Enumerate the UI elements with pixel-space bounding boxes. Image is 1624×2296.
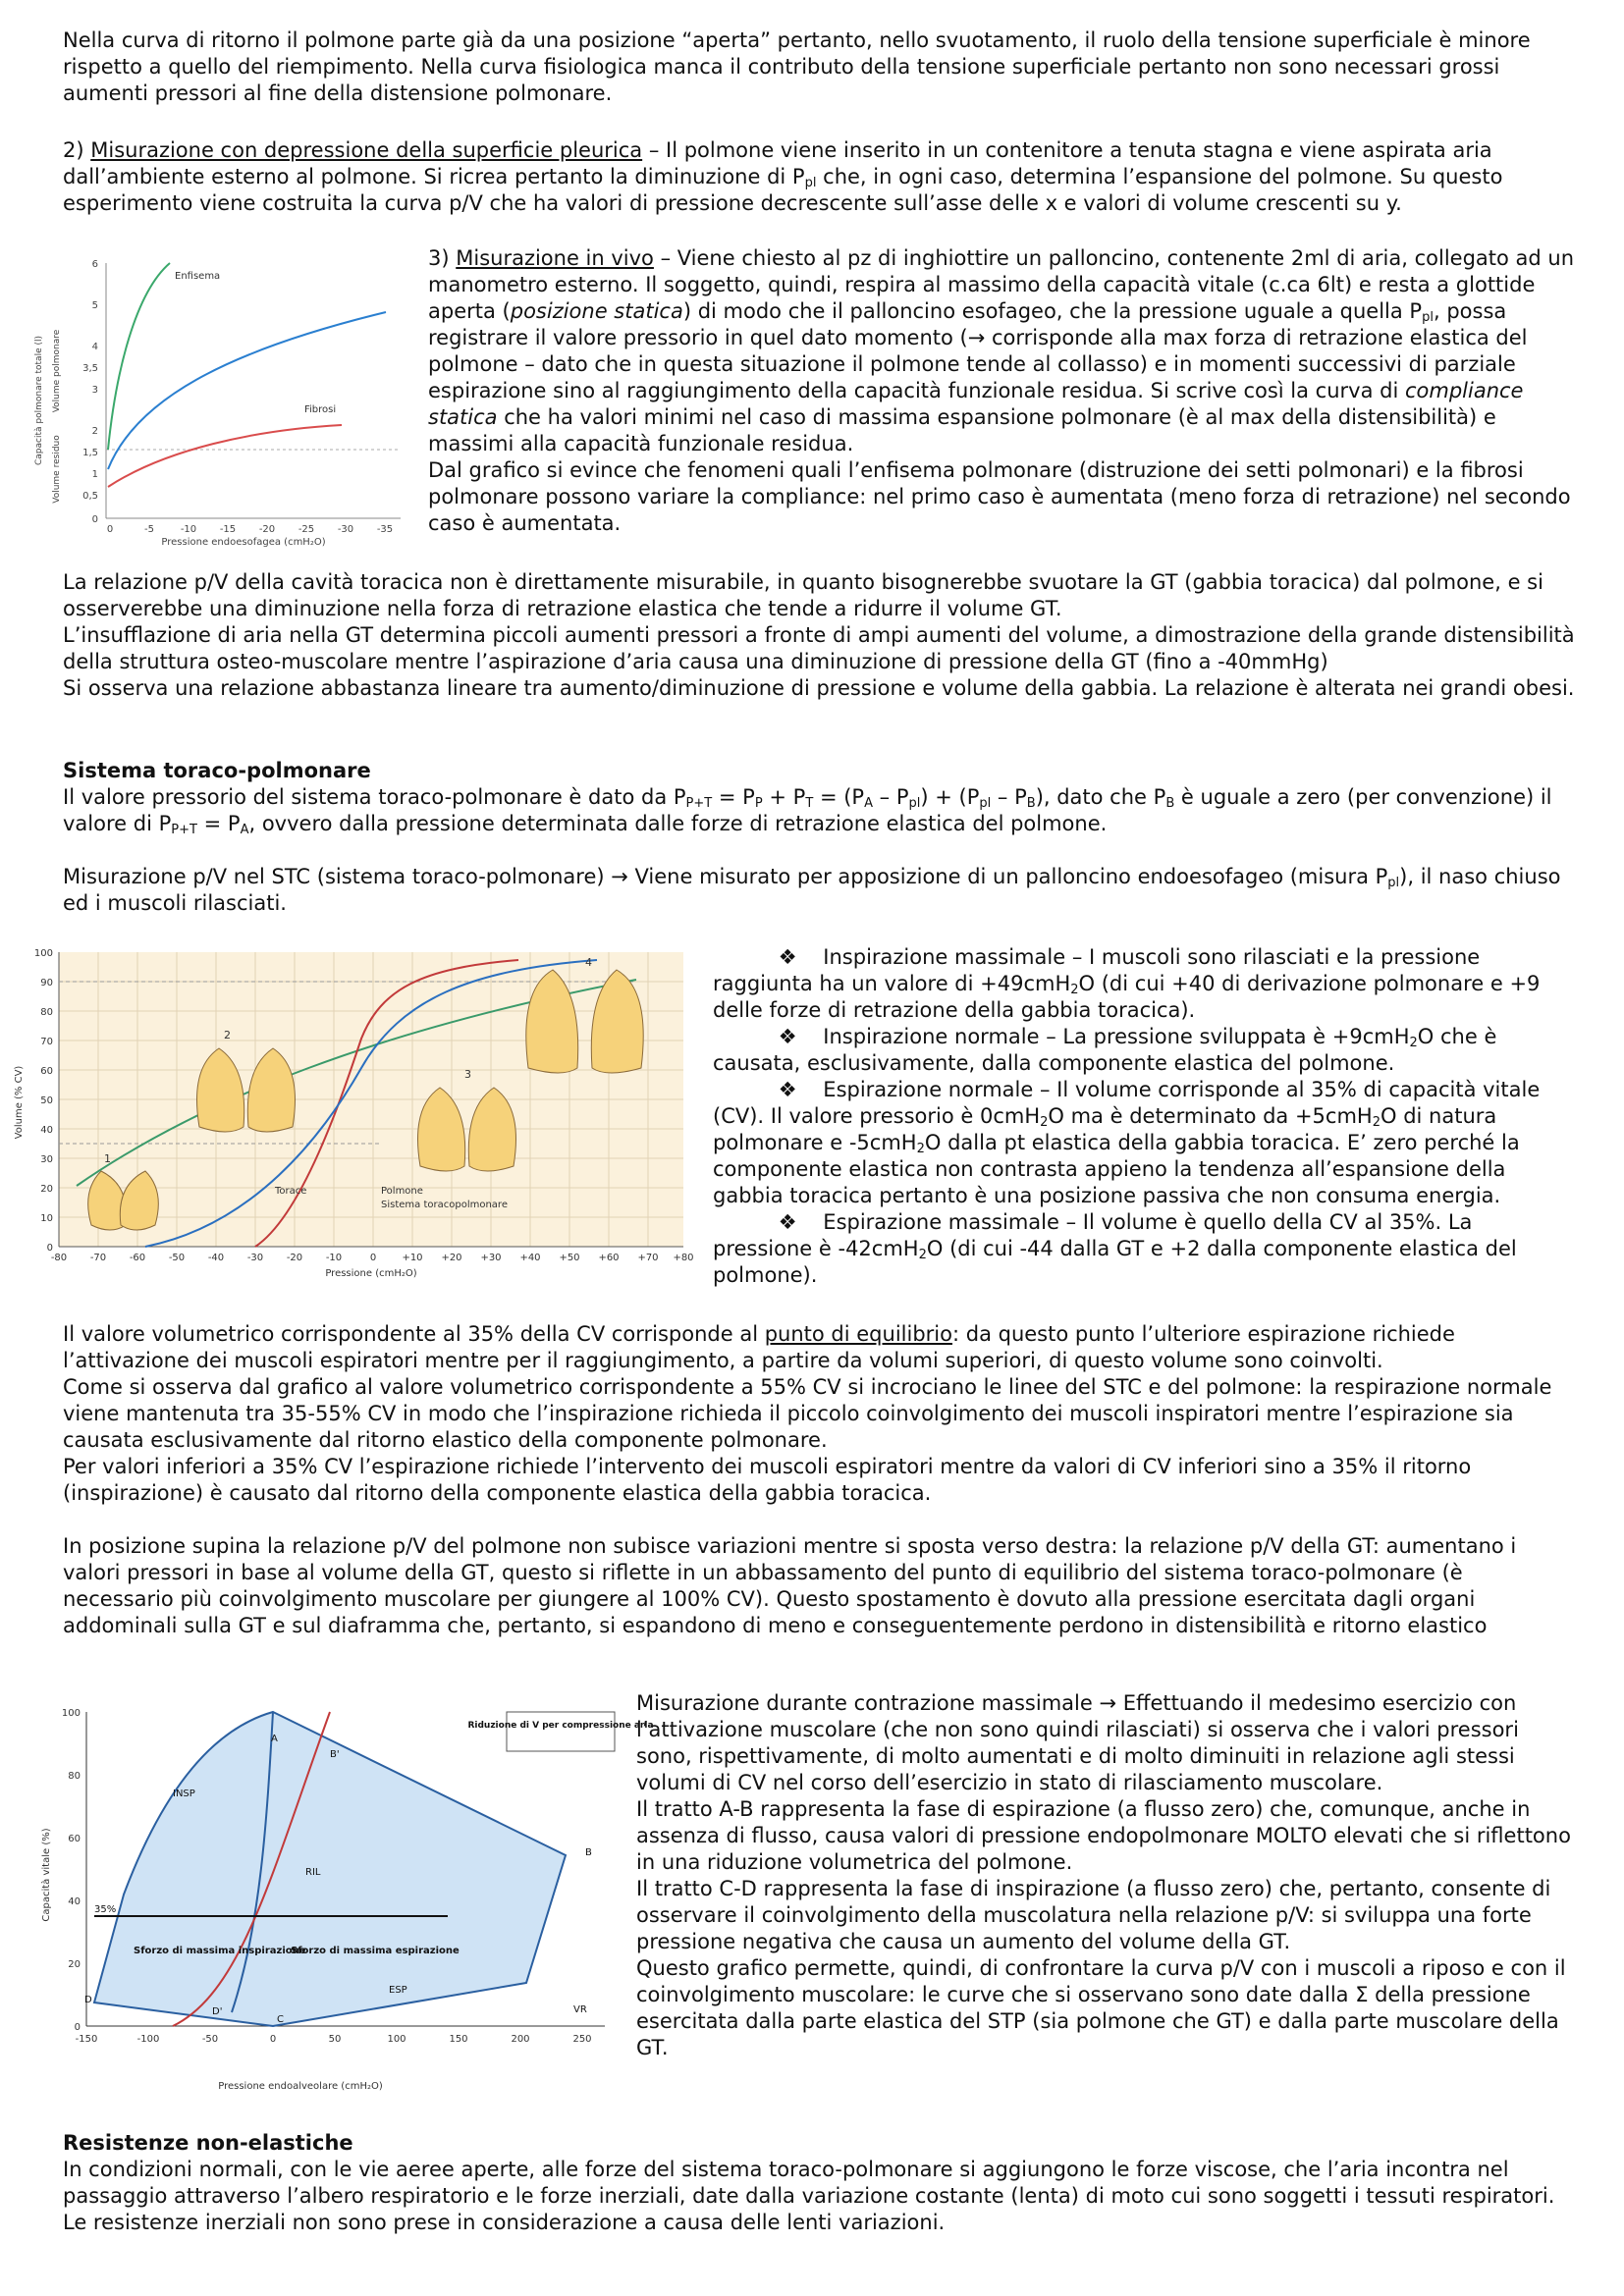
subscript: pl xyxy=(908,796,921,811)
subscript: B xyxy=(1165,796,1175,811)
y-tick: 0 xyxy=(46,1243,53,1254)
ril-label: RIL xyxy=(305,1867,321,1878)
y-tick: 4 xyxy=(91,342,98,352)
stage-number: 3 xyxy=(464,1068,471,1081)
y-tick: 40 xyxy=(68,1896,81,1907)
text-line: Il tratto A-B rappresenta la fase di espirazione (a flusso zero) che, comunque, anche in assenza di flusso, causa valori di pressione endopolmonare MOLTO elevati che si riflettono in una riduzione volumetrica del polmone. xyxy=(636,1797,1571,1874)
x-tick: +40 xyxy=(519,1253,541,1263)
text-line: Il tratto C-D rappresenta la fase di inspirazione (a flusso zero) che, pertanto, consente di osservare il coinvolgimento della muscolatura nella relazione p/V: si sviluppa una forte pressione negativa che causa un aumento del volume della GT. xyxy=(636,1877,1551,1953)
sforzo-insp-label: Sforzo di massima inspirazione xyxy=(134,1946,306,1956)
compliance-chart xyxy=(27,253,410,548)
italic-term: posizione statica xyxy=(510,299,683,323)
subscript: P+T xyxy=(685,796,713,811)
text-run: : da questo punto l’ulteriore espirazione richiede l’attivazione dei muscoli espiratori mentre per il raggiungimento, a partire da volumi superiori, di questo volume sono coinvolti. xyxy=(63,1322,1455,1372)
bullet-icon: ❖ xyxy=(778,1210,797,1234)
text-run: O ma è determinato da +5cmH xyxy=(1048,1104,1373,1128)
y-tick: 3 xyxy=(91,385,98,396)
torace-label: Torace xyxy=(275,1186,307,1197)
subscript: A xyxy=(240,823,249,837)
x-tick: +50 xyxy=(559,1253,580,1263)
x-tick: -20 xyxy=(286,1253,303,1263)
x-tick: +70 xyxy=(637,1253,659,1263)
text-line: L’insufflazione di aria nella GT determina piccoli aumenti pressori a fronte di ampi aumenti del volume, a dimostrazione della grande distensibilità della struttura osteo-muscolare mentre l’aspirazione d’aria causa una diminuzione di pressione della GT (fino a -40mmHg) xyxy=(63,623,1575,673)
x-tick: -70 xyxy=(89,1253,107,1263)
text-run: ) + (P xyxy=(920,785,980,809)
section-heading: Resistenze non-elastiche xyxy=(63,2131,353,2155)
x-tick: -100 xyxy=(136,2034,160,2045)
item-number: 3) xyxy=(428,246,457,270)
subscript: P+T xyxy=(171,823,197,837)
text-run: è uguale a zero (per convenzione) il valore di P xyxy=(63,785,1552,835)
text-run: Il valore pressorio del sistema toraco-polmonare è dato da P xyxy=(63,785,686,809)
y-tick: 100 xyxy=(61,1708,81,1719)
subscript: pl xyxy=(1422,310,1434,325)
y-axis-label: Volume residuo xyxy=(52,435,62,504)
subscript: P xyxy=(754,796,763,811)
max-contraction-chart-figure xyxy=(35,1698,654,2101)
intro-paragraph xyxy=(63,27,1575,107)
text-line: Per valori inferiori a 35% CV l’espirazione richiede l’intervento dei muscoli espiratori mentre da valori di CV inferiori sino a 35% il ritorno (inspirazione) è causato dal ritorno della componente elastica della gabbia toracica. xyxy=(63,1455,1472,1505)
text-run: + P xyxy=(762,785,806,809)
bullet-espirazione-massimale xyxy=(713,1209,1577,1289)
x-tick: -10 xyxy=(325,1253,343,1263)
y-tick: 50 xyxy=(40,1095,53,1106)
x-axis-label: Pressione endoalveolare (cmH₂O) xyxy=(218,2081,383,2092)
punto-equilibrio-term: punto di equilibrio xyxy=(764,1322,952,1346)
text-run: ), il naso chiuso ed i muscoli rilasciati. xyxy=(63,865,1561,915)
punto-equilibrio-paragraph xyxy=(63,1321,1575,1507)
fibrosi-label: Fibrosi xyxy=(304,404,337,415)
text-line: In condizioni normali, con le vie aeree aperte, alle forze del sistema toraco-polmonare si aggiungono le forze viscose, che l’aria incontra nel passaggio attraverso l’albero respiratorio e le forze inerziali, date dalla variazione costante (lenta) di moto cui sono soggetti i tessuti respiratori. Le resistenze inerziali non sono prese in considerazione a causa delle lenti variazioni. xyxy=(63,2158,1555,2234)
subscript: pl xyxy=(804,176,817,190)
point-b: B xyxy=(585,1847,592,1858)
text-line: Misurazione durante contrazione massimale → Effettuando il medesimo esercizio con l’attivazione muscolare (che non sono quindi rilasciati) si osserva che i valori pressori sono, rispettivamente, di molto aumentati e di molto diminuiti in relazione agli stessi volumi di CV nel corso dell’esercizio in stato di rilasciamento muscolare. xyxy=(636,1691,1519,1794)
stage-number: 2 xyxy=(224,1029,231,1041)
x-tick: -5 xyxy=(144,524,154,535)
x-tick: 100 xyxy=(387,2034,406,2045)
stage-number: 4 xyxy=(585,956,592,969)
text-line: Come si osserva dal grafico al valore volumetrico corrispondente a 55% CV si incrociano le linee del STC e del polmone: la respirazione normale viene mantenuta tra 35-55% CV in modo che l’inspirazione richieda il piccolo coinvolgimento dei muscoli inspiratori mentre l’espirazione sia causata esclusivamente dal ritorno elastico della componente polmonare. xyxy=(63,1375,1552,1452)
bullet-list xyxy=(713,944,1577,1289)
point-b-prime: B' xyxy=(330,1749,340,1760)
y-tick: 80 xyxy=(40,1007,53,1018)
text-line: Questo grafico permette, quindi, di confrontare la curva p/V con i muscoli a riposo e con il coinvolgimento muscolare: le curve che si osservano sono date dalla Σ della pressione esercitata dalla parte elastica del STP (sia polmone che GT) e dalla parte muscolare della GT. xyxy=(636,1956,1566,2059)
contrazione-massimale-paragraph xyxy=(636,1690,1577,2061)
text-run: O dalla pt elastica della gabbia toracica. E’ zero perché la componente elastica non contrasta appieno la tendenza all’espansione della gabbia toracica pertanto è una posizione passiva che non consuma energia. xyxy=(713,1131,1520,1207)
text-line: La relazione p/V della cavità toracica non è direttamente misurabile, in quanto bisognerebbe svuotare la GT (gabbia toracica) dal polmone, e si osserverebbe una diminuzione nella forza di retrazione elastica che tende a ridurre il volume GT. xyxy=(63,570,1543,620)
misurazione-in-vivo-title: Misurazione in vivo xyxy=(456,246,654,270)
y-tick: 30 xyxy=(40,1154,53,1165)
x-tick: -50 xyxy=(201,2034,219,2045)
y-axis-label: Volume (% CV) xyxy=(14,1065,25,1140)
text-run: – P xyxy=(991,785,1027,809)
text-line: Si osserva una relazione abbastanza lineare tra aumento/diminuzione di pressione e volume della gabbia. La relazione è alterata nei grandi obesi. xyxy=(63,676,1575,700)
point-a: A xyxy=(271,1734,278,1744)
y-tick: 40 xyxy=(40,1125,53,1136)
text-run: Espirazione massimale – Il volume è quello della CV al 35%. La pressione è -42cmH xyxy=(713,1210,1473,1260)
bullet-inspirazione-massimale xyxy=(713,944,1577,1024)
y-tick: 20 xyxy=(68,1959,81,1970)
text-run: Inspirazione massimale – I muscoli sono rilasciati e la pressione raggiunta ha un valore di +49cmH xyxy=(713,945,1481,995)
resistenze-section xyxy=(63,2130,1575,2236)
x-tick: -10 xyxy=(180,524,197,535)
x-tick: 150 xyxy=(449,2034,468,2045)
subscript: 2 xyxy=(1372,1115,1380,1130)
subscript: B xyxy=(1026,796,1036,811)
subscript: A xyxy=(864,796,873,811)
y-tick: 3,5 xyxy=(82,363,98,374)
misurazione-in-vivo-paragraph xyxy=(428,245,1577,537)
x-tick: -20 xyxy=(258,524,276,535)
misurazione-depressione-paragraph xyxy=(63,137,1575,217)
compliance-chart-figure xyxy=(27,253,410,548)
x-tick: 0 xyxy=(106,524,114,535)
bullet-icon: ❖ xyxy=(778,1078,797,1101)
text-run: , possa registrare il valore pressorio in quel dato momento (→ corrisponde alla max forza di retrazione elastica del polmone – dato che in questa situazione il polmone tende al collasso) e in momenti successivi di parziale espirazione sino al raggiungimento della capacità funzionale residua. Si scrive così la curva di xyxy=(428,299,1528,402)
y-tick: 90 xyxy=(40,978,53,988)
point-c: C xyxy=(277,2014,284,2025)
y-tick: 5 xyxy=(91,300,98,311)
x-tick: -150 xyxy=(75,2034,98,2045)
point-d: D xyxy=(84,1995,92,2005)
subscript: 2 xyxy=(918,1248,927,1262)
text-run: O che è causata, esclusivamente, dalla componente elastica del polmone. xyxy=(713,1025,1497,1075)
stage-number: 1 xyxy=(104,1152,111,1165)
subscript: T xyxy=(805,796,814,811)
x-tick: +10 xyxy=(402,1253,423,1263)
y-tick: 2 xyxy=(91,426,98,437)
y-tick: 0 xyxy=(91,514,98,525)
x-tick: -15 xyxy=(219,524,237,535)
text-run: O (di cui +40 di derivazione polmonare e +9 delle forze di retrazione della gabbia toracica). xyxy=(713,972,1541,1022)
vr-label: VR xyxy=(573,2004,587,2015)
text-run: che, in ogni caso, determina l’espansione del polmone. Su questo esperimento viene costruita la curva p/V che ha valori di pressione decrescente sull’asse delle x e valori di volume crescenti su y. xyxy=(63,165,1503,215)
grafico-text: Dal grafico si evince che fenomeni quali l’enfisema polmonare (distruzione dei setti polmonari) e la fibrosi polmonare possono variare la compliance: nel primo caso è aumentata (meno forza di retrazione) nel secondo caso è aumentata. xyxy=(428,458,1571,535)
subscript: pl xyxy=(1387,876,1400,890)
esp-label: ESP xyxy=(389,1985,407,1996)
text-run: , ovvero dalla pressione determinata dalle forze di retrazione elastica del polmone. xyxy=(248,812,1108,835)
y-tick: 80 xyxy=(68,1771,81,1782)
y-tick: 100 xyxy=(33,948,53,959)
pct-35-label: 35% xyxy=(94,1904,117,1915)
italic-term: compliance statica xyxy=(428,379,1524,429)
x-tick: 0 xyxy=(269,2034,277,2045)
x-tick: 50 xyxy=(328,2034,342,2045)
text-run: = P xyxy=(712,785,755,809)
subscript: 2 xyxy=(916,1142,925,1156)
point-d-prime: D' xyxy=(212,2006,223,2017)
text-run: = (P xyxy=(813,785,865,809)
x-tick: -40 xyxy=(207,1253,225,1263)
max-contraction-chart xyxy=(35,1698,654,2101)
x-axis-label: Pressione endoesofagea (cmH₂O) xyxy=(161,537,326,548)
y-tick: 6 xyxy=(91,259,98,270)
text-run: = P xyxy=(196,812,241,835)
x-tick: +30 xyxy=(480,1253,502,1263)
bullet-icon: ❖ xyxy=(778,945,797,969)
text-run: che ha valori minimi nel caso di massima espansione polmonare (è al max della distensibilità) e massimi alla capacità funzionale residua. xyxy=(428,405,1496,455)
y-tick: 60 xyxy=(40,1066,53,1077)
item-number: 2) xyxy=(63,138,91,162)
bullet-espirazione-normale xyxy=(713,1077,1577,1209)
x-tick: -50 xyxy=(168,1253,186,1263)
x-tick: -35 xyxy=(376,524,394,535)
x-tick: 0 xyxy=(369,1253,377,1263)
x-tick: +60 xyxy=(598,1253,620,1263)
box-title-frame xyxy=(507,1712,615,1751)
y-tick: 70 xyxy=(40,1037,53,1047)
subscript: 2 xyxy=(1409,1036,1418,1050)
x-tick: -30 xyxy=(246,1253,264,1263)
text-run: – Viene chiesto al pz di inghiottire un palloncino, contenente 2ml di aria, collegato ad un manometro esterno. Il soggetto, quindi, respira al massimo della capacità vitale (c.ca 6lt) e resta a glottide aperta ( xyxy=(428,246,1575,323)
y-tick: 60 xyxy=(68,1834,81,1844)
x-tick: -60 xyxy=(129,1253,146,1263)
x-tick: -25 xyxy=(298,524,315,535)
text-run: ) di modo che il palloncino esofageo, che la pressione uguale a quella P xyxy=(682,299,1423,323)
text-run: O di natura polmonare e -5cmH xyxy=(713,1104,1497,1154)
subscript: 2 xyxy=(1040,1115,1049,1130)
y-tick: 0,5 xyxy=(82,491,98,502)
text-line: In posizione supina la relazione p/V del polmone non subisce variazioni mentre si sposta verso destra: la relazione p/V della GT: aumentano i valori pressori in base al volume della GT, questo si riflette in un abbassamento del punto di equilibrio del sistema toraco-polmonare (è necessario più coinvolgimento muscolare per giungere al 100% CV). Questo spostamento è dovuto alla pressione esercitata dagli organi addominali sulla GT e sul diaframma che, pertanto, si espandono di meno e conseguentemente perdono in distensibilità e ritorno elastico xyxy=(63,1534,1517,1637)
subscript: pl xyxy=(979,796,992,811)
y-axis-label: Volume polmonare xyxy=(52,329,62,413)
x-tick: +20 xyxy=(441,1253,462,1263)
text-run: O (di cui -44 dalla GT e +2 dalla componente elastica del polmone). xyxy=(713,1237,1517,1287)
gabbia-toracica-paragraph xyxy=(63,569,1575,702)
misurazione-stc-paragraph xyxy=(63,864,1575,917)
y-tick: 1 xyxy=(91,469,98,480)
x-tick: -30 xyxy=(337,524,354,535)
sforzo-esp-label: Sforzo di massima espirazione xyxy=(291,1946,460,1956)
sistema-label: Sistema toracopolmonare xyxy=(381,1200,508,1210)
text-run: Il valore volumetrico corrispondente al 35% della CV corrisponde al xyxy=(63,1322,765,1346)
y-tick: 20 xyxy=(40,1184,53,1195)
x-tick: -80 xyxy=(50,1253,68,1263)
bullet-inspirazione-normale xyxy=(713,1024,1577,1077)
misurazione-depressione-title: Misurazione con depressione della superficie pleurica xyxy=(90,138,643,162)
text-run: Misurazione p/V nel STC (sistema toraco-polmonare) → Viene misurato per apposizione di un palloncino endoesofageo (misura P xyxy=(63,865,1388,888)
y-axis-label: Capacità vitale (%) xyxy=(41,1828,52,1922)
x-tick: 200 xyxy=(511,2034,530,2045)
text-run: Espirazione normale – Il volume corrisponde al 35% di capacità vitale (CV). Il valore pressorio è 0cmH xyxy=(713,1078,1541,1128)
pv-system-chart-figure xyxy=(8,940,695,1313)
curva-ritorno-text: Nella curva di ritorno il polmone parte già da una posizione “aperta” pertanto, nello svuotamento, il ruolo della tensione superficiale è minore rispetto a quello del riempimento. Nella curva fisiologica manca il contributo della tensione superficiale pertanto non sono necessari grossi aumenti pressori al fine della distensione polmonare. xyxy=(63,28,1531,105)
y-tick: 10 xyxy=(40,1213,53,1224)
polmone-label: Polmone xyxy=(381,1186,423,1197)
sistema-toraco-polmonare-section xyxy=(63,758,1575,837)
enfisema-label: Enfisema xyxy=(175,271,221,282)
x-axis-label: Pressione (cmH₂O) xyxy=(325,1268,417,1279)
insp-label: INSP xyxy=(173,1789,195,1799)
y-axis-label: Capacità polmonare totale (l) xyxy=(34,336,44,465)
text-run: Inspirazione normale – La pressione sviluppata è +9cmH xyxy=(823,1025,1410,1048)
y-tick: 0 xyxy=(74,2022,81,2033)
bullet-icon: ❖ xyxy=(778,1025,797,1048)
x-tick: 250 xyxy=(572,2034,592,2045)
text-run: – P xyxy=(872,785,909,809)
box-title: Riduzione di V per compressione aria xyxy=(467,1721,654,1731)
y-tick: 1,5 xyxy=(82,448,98,458)
subscript: 2 xyxy=(1070,983,1079,997)
pv-system-chart xyxy=(8,940,695,1313)
text-run: ), dato che P xyxy=(1035,785,1166,809)
posizione-supina-paragraph xyxy=(63,1533,1575,1639)
section-heading: Sistema toraco-polmonare xyxy=(63,759,371,782)
text-run: – Il polmone viene inserito in un contenitore a tenuta stagna e viene aspirata aria dall’ambiente esterno al polmone. Si ricrea pertanto la diminuzione di P xyxy=(63,138,1492,188)
x-tick: +80 xyxy=(673,1253,694,1263)
